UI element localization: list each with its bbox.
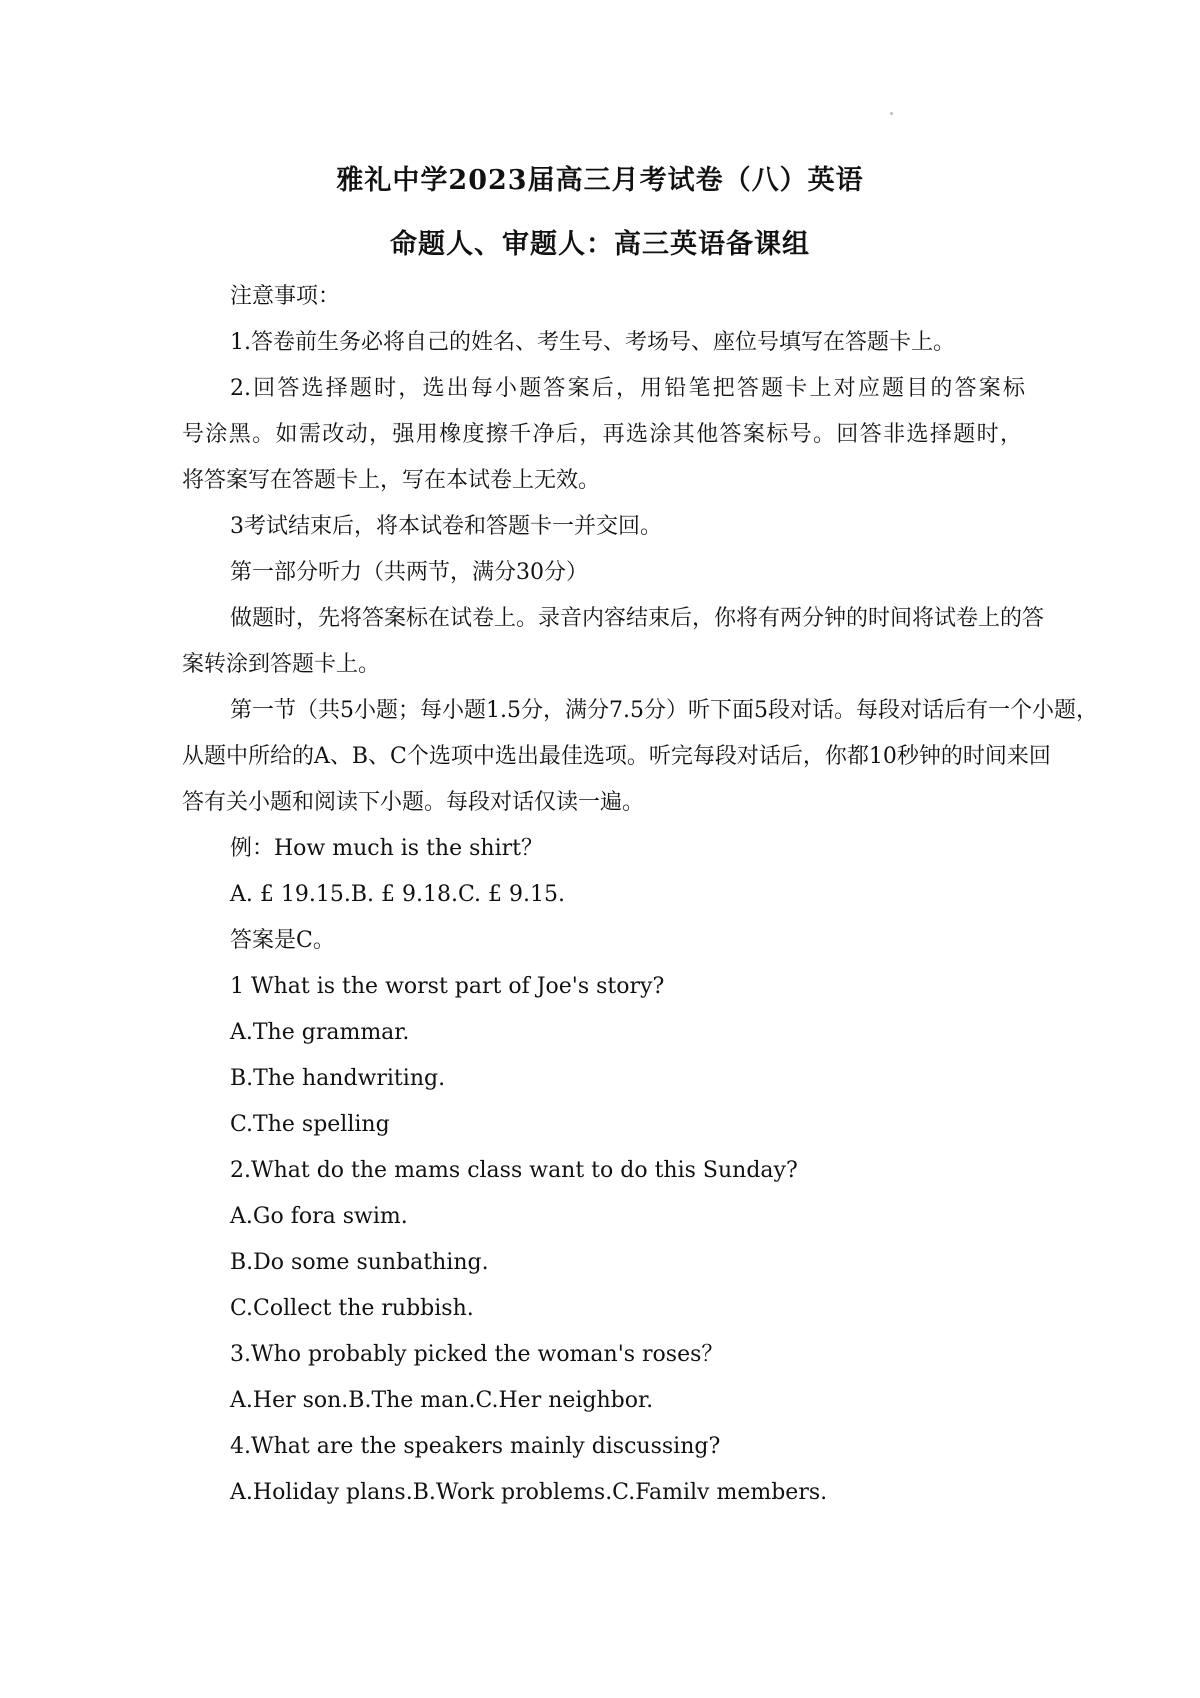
question-2: 2.What do the mams class want to do this Sunday? xyxy=(230,1158,798,1183)
question-1: 1 What is the worst part of Joe's story? xyxy=(230,974,665,999)
rule-2-line-2: 号涂黑。如需改动，强用橡度擦千净后，再选涂其他答案标号。回答非选择题时， xyxy=(182,422,1022,447)
exam-subtitle: 命题人、审题人：高三英语备课组 xyxy=(390,229,810,260)
rule-3: 3考试结束后，将本试卷和答题卡一并交回。 xyxy=(230,514,662,539)
rule-1: 1.答卷前生务必将自己的姓名、考生号、考场号、座位号填写在答题卡上。 xyxy=(230,330,955,355)
section1-line-1: 第一节（共5小题；每小题1.5分，满分7.5分）听下面5段对话。每段对话后有一个小题， xyxy=(230,698,1098,723)
question-3-options: A.Her son.B.The man.C.Her neighbor. xyxy=(230,1388,654,1413)
section1-line-2: 从题中所给的A、B、C个选项中选出最佳选项。听完每段对话后，你都10秒钟的时间来回 xyxy=(182,744,1051,769)
question-1-option-b: B.The handwriting. xyxy=(230,1066,446,1091)
example-options: A. £ 19.15.B. £ 9.18.C. £ 9.15. xyxy=(230,882,565,907)
question-2-option-b: B.Do some sunbathing. xyxy=(230,1250,489,1275)
exam-title: 雅礼中学2023届高三月考试卷（八）英语 xyxy=(336,165,864,196)
question-3: 3.Who probably picked the woman's roses？ xyxy=(230,1342,724,1367)
question-2-option-a: A.Go fora swim. xyxy=(230,1204,408,1229)
part1-instruction-line-2: 案转涂到答题卡上。 xyxy=(182,652,381,677)
scan-dot xyxy=(890,112,893,115)
notice-heading: 注意事项： xyxy=(230,284,341,309)
example-answer: 答案是C。 xyxy=(230,928,335,953)
rule-2-line-3: 将答案写在答题卡上，写在本试卷上无效。 xyxy=(182,468,601,493)
question-4-options: A.Holiday plans.B.Work problems.C.Familv members. xyxy=(230,1480,828,1505)
part1-heading: 第一部分听力（共两节，满分30分） xyxy=(230,560,588,585)
rule-2-line-1: 2.回答选择题时，选出每小题答案后，用铅笔把答题卡上对应题目的答案标 xyxy=(230,376,1025,401)
section1-line-3: 答有关小题和阅读下小题。每段对话仅读一遍。 xyxy=(182,790,645,815)
part1-instruction-line-1: 做题时，先将答案标在试卷上。录音内容结束后，你将有两分钟的时间将试卷上的答 xyxy=(230,606,1045,631)
question-1-option-a: A.The grammar. xyxy=(230,1020,410,1045)
question-2-option-c: C.Collect the rubbish. xyxy=(230,1296,474,1321)
question-1-option-c: C.The spelling xyxy=(230,1112,390,1137)
example-question: 例：How much is the shirt？ xyxy=(230,836,543,861)
question-4: 4.What are the speakers mainly discussing? xyxy=(230,1434,721,1459)
